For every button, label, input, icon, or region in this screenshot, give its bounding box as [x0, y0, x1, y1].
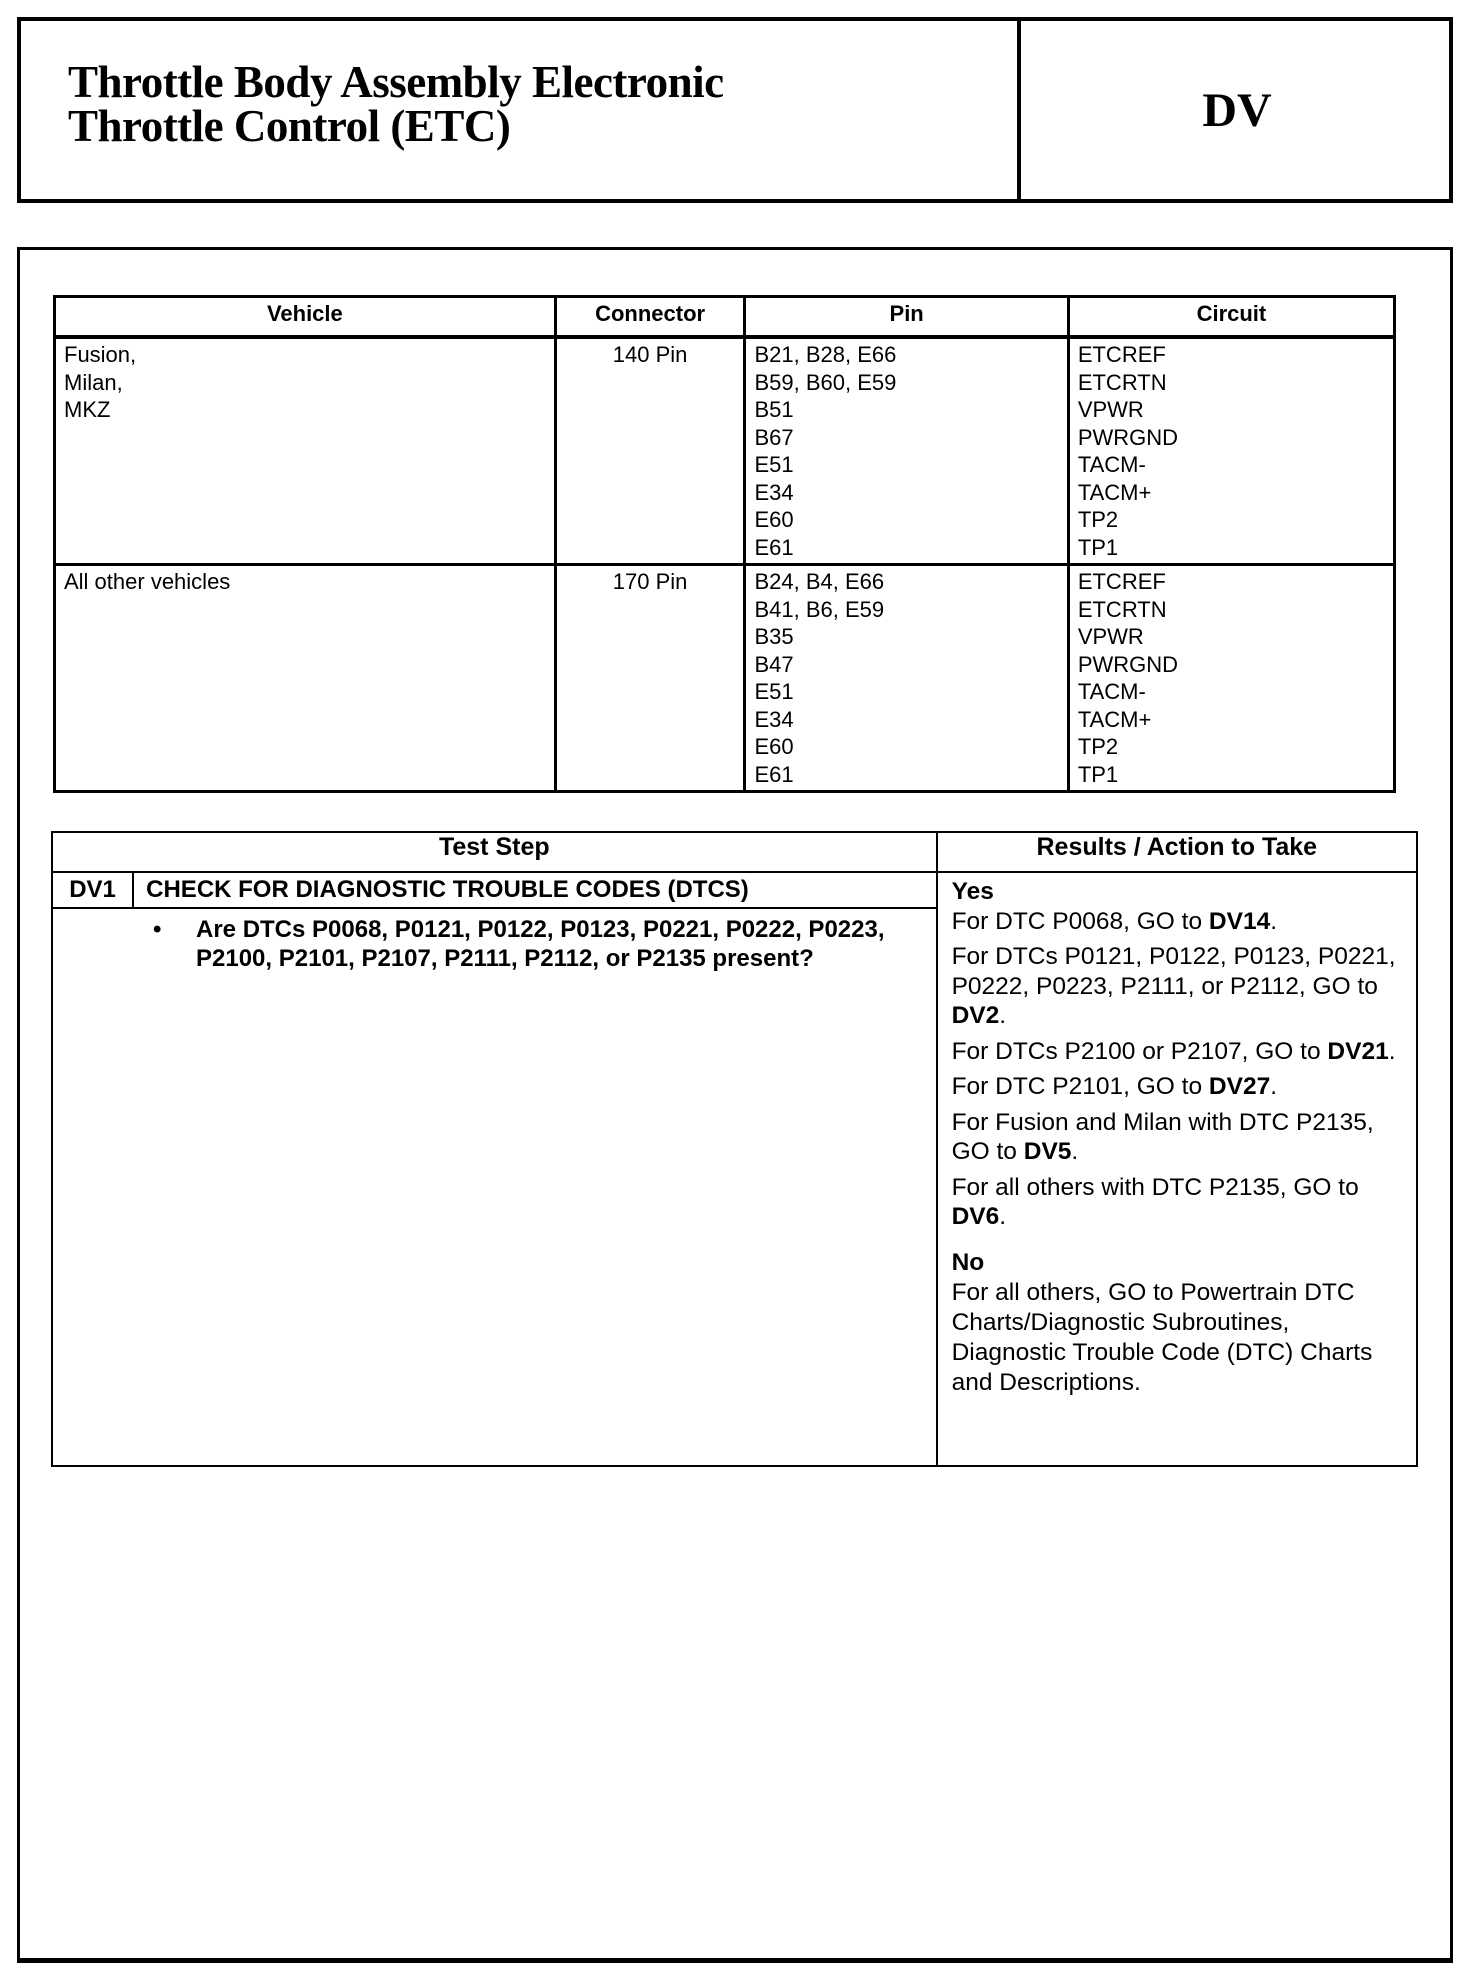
circuit-cell — [1068, 337, 1394, 565]
circuit-cell-line: TP2 — [1077, 734, 1119, 759]
bullet-icon: • — [153, 916, 162, 943]
yes-label: Yes — [951, 878, 994, 905]
goto-step-link[interactable]: DV2 — [951, 1002, 1000, 1029]
table-row — [55, 565, 1395, 792]
action-end: . — [1388, 1037, 1396, 1065]
no-block — [952, 1248, 1410, 1398]
test-step-table — [51, 831, 1418, 1467]
pin-cell-line: B41, B6, E59 — [754, 596, 885, 622]
pin-table-header — [55, 297, 1395, 338]
no-label: No — [951, 1248, 985, 1276]
goto-step-link[interactable]: DV5 — [1023, 1138, 1072, 1165]
circuit-cell-line: VPWR — [1077, 397, 1144, 422]
yes-action — [952, 1037, 1410, 1067]
action-text: For DTC P0068, GO to — [951, 907, 1209, 935]
section-code: DV — [1202, 83, 1272, 137]
action-end: . — [1270, 907, 1278, 935]
circuit-cell-line: ETCRTN — [1077, 596, 1167, 622]
col-vehicle: Vehicle — [55, 297, 556, 338]
action-end: . — [999, 1203, 1007, 1230]
question-text: Are DTCs P0068, P0121, P0122, P0123, P0221, P0222, P0223, P2100, P2101, P2107, P2111, P2112, or P2135 present? — [196, 916, 885, 972]
step-body — [52, 908, 937, 1466]
pin-cell-line: E51 — [754, 452, 794, 477]
step-row — [52, 872, 1417, 908]
action-end: . — [1071, 1138, 1079, 1165]
pin-cell-line: B35 — [754, 624, 794, 649]
pin-cell-line: B21, B28, E66 — [754, 342, 897, 367]
pin-table — [53, 295, 1396, 793]
yes-action — [952, 942, 1410, 1031]
pin-cell-line: B67 — [754, 424, 794, 450]
pin-cell-line: B59, B60, E59 — [754, 369, 897, 395]
circuit-cell-line: TACM+ — [1077, 479, 1152, 505]
col-connector: Connector — [555, 297, 745, 338]
vehicle-cell — [55, 565, 556, 792]
circuit-cell-line: ETCRTN — [1077, 369, 1167, 395]
step-id: DV1 — [52, 872, 133, 908]
goto-step-link[interactable]: DV21 — [1327, 1037, 1389, 1065]
pin-cell-line: E60 — [754, 507, 794, 532]
pin-cell-line: E51 — [754, 679, 794, 704]
test-table-header — [52, 832, 1417, 872]
pin-cell-line: E34 — [754, 479, 794, 505]
pin-cell-line: E34 — [754, 706, 794, 732]
step-question — [53, 915, 936, 973]
table-row — [55, 337, 1395, 565]
no-text: For all others, GO to Powertrain DTC Charts/Diagnostic Subroutines, Diagnostic Trouble Code (DTC) Charts and Descriptions. — [951, 1278, 1373, 1396]
results-cell — [937, 872, 1417, 1466]
pin-cell-line: B24, B4, E66 — [754, 569, 885, 594]
pin-cell-line: B47 — [754, 651, 794, 677]
goto-step-link[interactable]: DV14 — [1208, 907, 1271, 935]
vehicle-cell-line: MKZ — [64, 397, 111, 422]
circuit-cell-line: TACM+ — [1077, 706, 1152, 732]
circuit-cell — [1068, 565, 1394, 792]
yes-action — [952, 1072, 1410, 1102]
action-text: For Fusion and Milan with DTC P2135, GO to — [951, 1108, 1374, 1165]
circuit-cell-line: ETCREF — [1077, 342, 1166, 367]
pin-cell-line: B51 — [754, 397, 794, 422]
title-line-1: Throttle Body Assembly Electronic — [68, 57, 724, 107]
pin-cell-line: E61 — [754, 761, 794, 787]
goto-step-link[interactable]: DV6 — [951, 1203, 1000, 1230]
action-end: . — [1270, 1073, 1278, 1100]
action-text: For DTCs P0121, P0122, P0123, P0221, P0222, P0223, P2111, or P2112, GO to — [951, 943, 1396, 1000]
page-title — [68, 57, 724, 151]
col-pin: Pin — [745, 297, 1068, 338]
circuit-cell-line: TACM- — [1077, 679, 1146, 704]
circuit-cell-line: TP1 — [1077, 534, 1119, 560]
action-text: For all others with DTC P2135, GO to — [951, 1173, 1359, 1201]
vehicle-cell-line: All other vehicles — [64, 569, 231, 594]
col-results: Results / Action to Take — [937, 832, 1417, 872]
pin-cell-line: E61 — [754, 534, 794, 560]
vehicle-cell — [55, 337, 556, 565]
pin-cell-line: E60 — [754, 734, 794, 759]
circuit-cell-line: PWRGND — [1077, 424, 1179, 450]
circuit-cell-line: VPWR — [1077, 624, 1144, 649]
vehicle-cell-line: Fusion, — [64, 342, 137, 367]
col-test-step: Test Step — [52, 832, 937, 872]
yes-actions — [952, 907, 1410, 1232]
yes-action — [952, 1173, 1410, 1232]
col-circuit: Circuit — [1068, 297, 1394, 338]
yes-action — [952, 907, 1410, 937]
title-line-2: Throttle Control (ETC) — [68, 101, 511, 151]
connector-cell: 170 Pin — [555, 565, 745, 792]
circuit-cell-line: PWRGND — [1077, 651, 1179, 677]
pin-cell — [745, 565, 1068, 792]
pin-cell — [745, 337, 1068, 565]
action-end: . — [999, 1002, 1007, 1029]
vehicle-cell-line: Milan, — [64, 369, 123, 395]
circuit-cell-line: ETCREF — [1077, 569, 1166, 594]
action-text: For DTC P2101, GO to — [951, 1073, 1209, 1100]
circuit-cell-line: TP2 — [1077, 507, 1119, 532]
circuit-cell-line: TP1 — [1077, 761, 1119, 787]
step-title: CHECK FOR DIAGNOSTIC TROUBLE CODES (DTCS) — [133, 872, 936, 908]
connector-cell: 140 Pin — [555, 337, 745, 565]
goto-step-link[interactable]: DV27 — [1208, 1073, 1271, 1100]
yes-action — [952, 1108, 1410, 1167]
action-text: For DTCs P2100 or P2107, GO to — [951, 1037, 1328, 1065]
circuit-cell-line: TACM- — [1077, 452, 1146, 477]
